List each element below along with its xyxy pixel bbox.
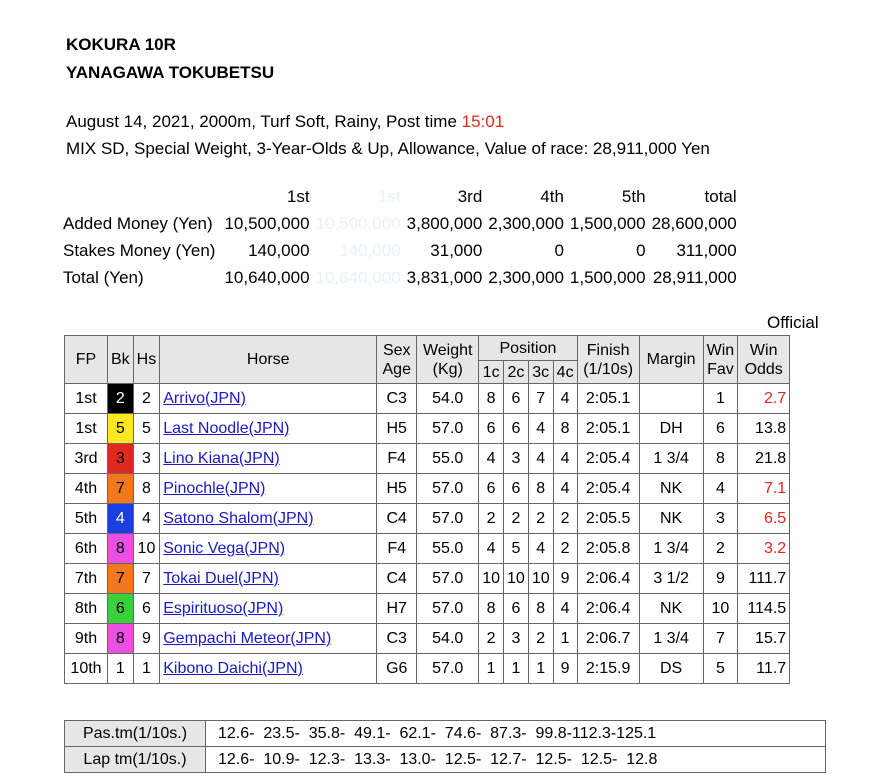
sex-age: H5 xyxy=(377,474,417,504)
prize-row-label: Added Money (Yen) xyxy=(63,213,213,233)
prize-header-cell: 4th xyxy=(540,186,564,206)
col-finish-label: Finish xyxy=(586,341,630,359)
position-4c: 4 xyxy=(553,594,577,624)
horse-number: 10 xyxy=(133,534,160,564)
col-age-label: Age xyxy=(382,360,411,378)
bracket-number: 6 xyxy=(108,594,134,624)
position-4c: 9 xyxy=(553,654,577,684)
prize-row xyxy=(60,210,740,237)
position-2c: 2 xyxy=(504,504,529,534)
position-3c: 8 xyxy=(528,594,553,624)
prize-cell: 1,500,000 xyxy=(569,267,646,287)
col-1c: 1c xyxy=(479,361,504,384)
result-row xyxy=(65,564,790,594)
horse-number: 1 xyxy=(133,654,160,684)
margin: 3 1/2 xyxy=(639,564,703,594)
position-1c: 6 xyxy=(479,474,504,504)
horse-number: 4 xyxy=(133,504,160,534)
win-fav: 4 xyxy=(703,474,738,504)
position-1c: 8 xyxy=(479,384,504,414)
win-odds: 11.7 xyxy=(738,654,790,684)
sex-age: F4 xyxy=(377,444,417,474)
finish-position: 10th xyxy=(65,654,108,684)
bracket-number: 4 xyxy=(108,504,134,534)
prize-cell: 10,640,000 xyxy=(224,267,310,287)
post-time: 15:01 xyxy=(461,112,505,131)
margin: DH xyxy=(639,414,703,444)
horse-name xyxy=(160,384,377,414)
position-4c: 2 xyxy=(553,504,577,534)
bracket-number: 7 xyxy=(108,564,134,594)
horse-link[interactable]: Lino Kiana(JPN) xyxy=(163,449,280,467)
col-position: Position xyxy=(479,336,577,361)
margin: DS xyxy=(639,654,703,684)
prize-row-label: Total (Yen) xyxy=(63,267,144,287)
horse-link[interactable]: Tokai Duel(JPN) xyxy=(163,569,279,587)
position-4c: 4 xyxy=(553,384,577,414)
position-3c: 7 xyxy=(528,384,553,414)
win-odds: 6.5 xyxy=(738,504,790,534)
finish-position: 1st xyxy=(65,384,108,414)
finish-position: 1st xyxy=(65,414,108,444)
position-2c: 3 xyxy=(504,444,529,474)
finish-time: 2:06.4 xyxy=(577,564,639,594)
result-row xyxy=(65,504,790,534)
horse-link[interactable]: Espirituoso(JPN) xyxy=(163,599,284,617)
result-row xyxy=(65,534,790,564)
win-odds: 21.8 xyxy=(738,444,790,474)
prize-cell: 28,600,000 xyxy=(651,213,737,233)
horse-link[interactable]: Satono Shalom(JPN) xyxy=(163,509,314,527)
col-finish xyxy=(577,336,639,384)
prize-cell: 1,500,000 xyxy=(569,213,646,233)
horse-name xyxy=(160,534,377,564)
race-name: YANAGAWA TOKUBETSU xyxy=(66,63,275,82)
sex-age: F4 xyxy=(377,534,417,564)
win-fav: 8 xyxy=(703,444,738,474)
result-row xyxy=(65,654,790,684)
col-odds-label: Odds xyxy=(744,360,783,378)
horse-name xyxy=(160,504,377,534)
horse-number: 9 xyxy=(133,624,160,654)
prize-header-cell: total xyxy=(704,186,737,206)
col-sex-label: Sex xyxy=(382,341,411,359)
prize-cell: 311,000 xyxy=(676,240,737,260)
horse-link[interactable]: Arrivo(JPN) xyxy=(163,389,246,407)
bracket-number: 2 xyxy=(108,384,134,414)
horse-name xyxy=(160,444,377,474)
results-table xyxy=(64,335,790,684)
finish-time: 2:05.1 xyxy=(577,414,639,444)
prize-money-table xyxy=(60,183,740,291)
win-fav: 7 xyxy=(703,624,738,654)
finish-position: 5th xyxy=(65,504,108,534)
col-fav-label: Fav xyxy=(707,360,734,378)
position-1c: 4 xyxy=(479,444,504,474)
result-row xyxy=(65,594,790,624)
prize-row xyxy=(60,264,740,291)
prize-cell: 3,800,000 xyxy=(406,213,483,233)
win-odds: 7.1 xyxy=(738,474,790,504)
prize-cell: 140,000 xyxy=(248,240,310,260)
horse-link[interactable]: Kibono Daichi(JPN) xyxy=(163,659,303,677)
col-win2-label: Win xyxy=(749,341,778,359)
sex-age: C3 xyxy=(377,384,417,414)
horse-name xyxy=(160,624,377,654)
col-4c: 4c xyxy=(553,361,577,384)
weight: 54.0 xyxy=(417,624,479,654)
result-row xyxy=(65,474,790,504)
prize-cell: 2,300,000 xyxy=(488,267,564,287)
horse-link[interactable]: Last Noodle(JPN) xyxy=(163,419,290,437)
bracket-number: 7 xyxy=(108,474,134,504)
col-win-label: Win xyxy=(706,341,735,359)
win-fav: 5 xyxy=(703,654,738,684)
col-margin: Margin xyxy=(639,336,703,384)
horse-link[interactable]: Sonic Vega(JPN) xyxy=(163,539,286,557)
bracket-number: 5 xyxy=(108,414,134,444)
finish-position: 3rd xyxy=(65,444,108,474)
weight: 55.0 xyxy=(417,444,479,474)
sex-age: H7 xyxy=(377,594,417,624)
weight: 57.0 xyxy=(417,594,479,624)
weight: 57.0 xyxy=(417,414,479,444)
prize-row-label: Stakes Money (Yen) xyxy=(63,240,216,260)
prize-row xyxy=(60,237,740,264)
weight: 55.0 xyxy=(417,534,479,564)
horse-number: 3 xyxy=(133,444,160,474)
win-odds: 114.5 xyxy=(738,594,790,624)
horse-number: 5 xyxy=(133,414,160,444)
race-info-line2: MIX SD, Special Weight, 3-Year-Olds & Up, Allowance, Value of race: 28,911,000 Yen xyxy=(66,139,710,158)
sex-age: C3 xyxy=(377,624,417,654)
horse-link[interactable]: Pinochle(JPN) xyxy=(163,479,266,497)
finish-position: 4th xyxy=(65,474,108,504)
horse-number: 6 xyxy=(133,594,160,624)
margin: 1 3/4 xyxy=(639,624,703,654)
col-win-odds xyxy=(738,336,790,384)
win-fav: 6 xyxy=(703,414,738,444)
position-2c: 5 xyxy=(504,534,529,564)
col-win-fav xyxy=(703,336,738,384)
prize-header-cell: 3rd xyxy=(457,186,483,206)
finish-time: 2:06.4 xyxy=(577,594,639,624)
position-4c: 2 xyxy=(553,534,577,564)
weight: 57.0 xyxy=(417,504,479,534)
finish-time: 2:05.8 xyxy=(577,534,639,564)
win-odds: 15.7 xyxy=(738,624,790,654)
col-weight-label: Weight xyxy=(422,341,473,359)
prize-header-cell: 1st xyxy=(377,186,401,206)
race-title: KOKURA 10R xyxy=(66,35,176,54)
prize-header-cell: 1st xyxy=(286,186,310,206)
lap-values: 12.6- 10.9- 12.3- 13.3- 13.0- 12.5- 12.7- 12.5- 12.5- 12.8 xyxy=(206,747,826,773)
lap-times-table xyxy=(64,720,826,773)
margin xyxy=(639,384,703,414)
margin: NK xyxy=(639,474,703,504)
finish-position: 9th xyxy=(65,624,108,654)
margin: NK xyxy=(639,594,703,624)
finish-time: 2:05.5 xyxy=(577,504,639,534)
prize-cell: 10,500,000 xyxy=(224,213,310,233)
win-fav: 1 xyxy=(703,384,738,414)
prize-header-row xyxy=(60,183,740,210)
position-1c: 1 xyxy=(479,654,504,684)
finish-time: 2:15.9 xyxy=(577,654,639,684)
position-4c: 4 xyxy=(553,474,577,504)
finish-time: 2:05.4 xyxy=(577,444,639,474)
col-bk: Bk xyxy=(108,336,134,384)
prize-cell: 0 xyxy=(554,240,564,260)
horse-name xyxy=(160,414,377,444)
sex-age: C4 xyxy=(377,564,417,594)
win-odds: 3.2 xyxy=(738,534,790,564)
finish-time: 2:05.4 xyxy=(577,474,639,504)
position-1c: 6 xyxy=(479,414,504,444)
horse-number: 2 xyxy=(133,384,160,414)
bracket-number: 3 xyxy=(108,444,134,474)
col-tenths-label: (1/10s) xyxy=(583,360,634,378)
win-fav: 2 xyxy=(703,534,738,564)
bracket-number: 1 xyxy=(108,654,134,684)
sex-age: C4 xyxy=(377,504,417,534)
finish-position: 6th xyxy=(65,534,108,564)
bracket-number: 8 xyxy=(108,624,134,654)
horse-name xyxy=(160,564,377,594)
col-3c: 3c xyxy=(528,361,553,384)
result-row xyxy=(65,444,790,474)
position-2c: 6 xyxy=(504,384,529,414)
col-2c: 2c xyxy=(504,361,529,384)
finish-position: 7th xyxy=(65,564,108,594)
position-2c: 6 xyxy=(504,414,529,444)
position-3c: 4 xyxy=(528,414,553,444)
result-row xyxy=(65,624,790,654)
sex-age: H5 xyxy=(377,414,417,444)
weight: 57.0 xyxy=(417,564,479,594)
weight: 57.0 xyxy=(417,474,479,504)
position-2c: 6 xyxy=(504,594,529,624)
horse-number: 8 xyxy=(133,474,160,504)
position-3c: 10 xyxy=(528,564,553,594)
position-3c: 4 xyxy=(528,444,553,474)
position-1c: 2 xyxy=(479,624,504,654)
weight: 54.0 xyxy=(417,384,479,414)
position-3c: 4 xyxy=(528,534,553,564)
position-1c: 4 xyxy=(479,534,504,564)
race-info-line1 xyxy=(66,112,504,132)
position-2c: 1 xyxy=(504,654,529,684)
position-3c: 2 xyxy=(528,624,553,654)
win-odds: 13.8 xyxy=(738,414,790,444)
horse-name xyxy=(160,594,377,624)
finish-time: 2:06.7 xyxy=(577,624,639,654)
position-2c: 6 xyxy=(504,474,529,504)
prize-cell: 2,300,000 xyxy=(488,213,564,233)
win-fav: 9 xyxy=(703,564,738,594)
position-4c: 4 xyxy=(553,444,577,474)
results-header-row xyxy=(65,336,790,361)
col-sex-age xyxy=(377,336,417,384)
position-3c: 1 xyxy=(528,654,553,684)
weight: 57.0 xyxy=(417,654,479,684)
col-weight xyxy=(417,336,479,384)
prize-header-blank xyxy=(60,183,221,210)
prize-cell: 28,911,000 xyxy=(652,267,737,287)
lap-row xyxy=(65,747,826,773)
position-3c: 8 xyxy=(528,474,553,504)
prize-cell: 10,640,000 xyxy=(315,267,401,287)
finish-position: 8th xyxy=(65,594,108,624)
win-fav: 3 xyxy=(703,504,738,534)
horse-link[interactable]: Gempachi Meteor(JPN) xyxy=(163,629,332,647)
pas-values: 12.6- 23.5- 35.8- 49.1- 62.1- 74.6- 87.3- 99.8-112.3-125.1 xyxy=(206,721,826,747)
position-2c: 10 xyxy=(504,564,529,594)
position-4c: 8 xyxy=(553,414,577,444)
results-body xyxy=(65,384,790,684)
horse-name xyxy=(160,654,377,684)
margin: NK xyxy=(639,504,703,534)
sex-age: G6 xyxy=(377,654,417,684)
prize-cell: 10,500,000 xyxy=(315,213,401,233)
margin: 1 3/4 xyxy=(639,444,703,474)
position-3c: 2 xyxy=(528,504,553,534)
win-fav: 10 xyxy=(703,594,738,624)
win-odds: 111.7 xyxy=(738,564,790,594)
position-4c: 1 xyxy=(553,624,577,654)
prize-header-cell: 5th xyxy=(621,186,646,206)
position-4c: 9 xyxy=(553,564,577,594)
finish-time: 2:05.1 xyxy=(577,384,639,414)
margin: 1 3/4 xyxy=(639,534,703,564)
position-1c: 10 xyxy=(479,564,504,594)
position-1c: 2 xyxy=(479,504,504,534)
bracket-number: 8 xyxy=(108,534,134,564)
win-odds: 2.7 xyxy=(738,384,790,414)
pas-label: Pas.tm(1/10s.) xyxy=(65,721,206,747)
pas-row xyxy=(65,721,826,747)
col-kg-label: (Kg) xyxy=(432,360,463,378)
result-row xyxy=(65,384,790,414)
prize-cell: 31,000 xyxy=(430,240,483,260)
prize-cell: 0 xyxy=(636,240,646,260)
col-horse: Horse xyxy=(160,336,377,384)
official-label: Official xyxy=(767,313,819,332)
result-row xyxy=(65,414,790,444)
col-hs: Hs xyxy=(133,336,160,384)
lap-label: Lap tm(1/10s.) xyxy=(65,747,206,773)
prize-cell: 3,831,000 xyxy=(406,267,483,287)
race-info-text: August 14, 2021, 2000m, Turf Soft, Rainy, Post time xyxy=(66,112,462,131)
prize-cell: 140,000 xyxy=(339,240,401,260)
col-fp: FP xyxy=(65,336,108,384)
horse-name xyxy=(160,474,377,504)
position-2c: 3 xyxy=(504,624,529,654)
horse-number: 7 xyxy=(133,564,160,594)
position-1c: 8 xyxy=(479,594,504,624)
